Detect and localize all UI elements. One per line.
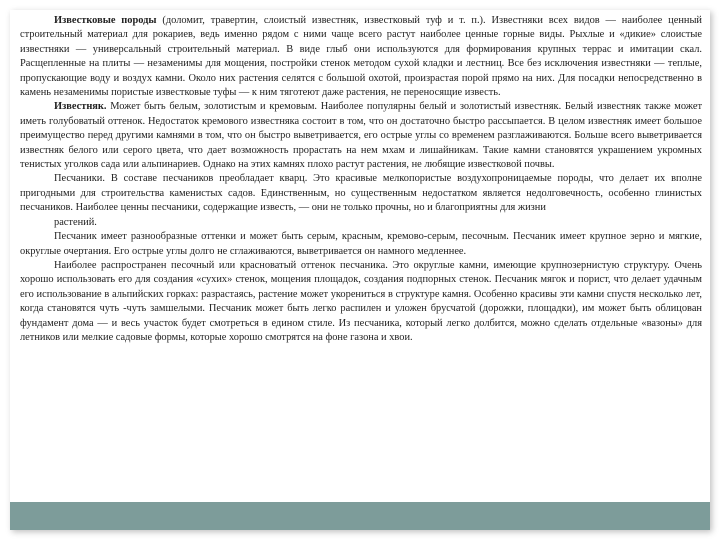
document-page: [10, 10, 710, 530]
paragraph-plants: [20, 216, 702, 230]
paragraph-sandstones: [20, 172, 702, 215]
paragraph-text: Наиболее распространен песочный или красноватый оттенок песчаника. Это округлые камни, имеющие крупнозернистую структуру. Очень хорошо использовать его для создания «сухих» стенок, мощения площадок, создания подпорных стенок. Песчаник мягок и порист, что делает удачным его использование в альпийских горках: разрастаясь, растение может укорениться в структуре камня. Особенно красивы эти камни спустя несколько лет, когда становятся чуть -чуть замшелыми. Песчаник может быть легко распилен и уложен брусчатой (дорожки, площадки), им может быть облицован фундамент дома — и весь участок будет смотреться в едином стиле. Из песчаника, который легко долбится, можно сделать отдельные «вазоны» для летников или мелкие садовые формы, которые хорошо смотрятся на фоне газона и хвои.: [20, 259, 702, 343]
paragraph-text: Может быть белым, золотистым и кремовым. Наиболее популярны белый и золотистый известняк. Белый известняк также может иметь голубоватый оттенок. Недостаток кремового известняка состоит в том, что он достаточно быстро рассыпается. В целом известняк имеет большое преимущество перед другими камнями в том, что он быстро выветривается, его острые углы со временем разглаживаются. Больше всего выветривается известняк белого или серого цвета, что дает возможность прорастать на нем мхам и лишайникам. Такие камни становятся украшением укромных тенистых уголков сада или альпинариев. Однако на этих камнях плохо растут растения, не любящие известковой почвы.: [20, 101, 702, 171]
heading-limestone: Известняк.: [54, 101, 107, 113]
document-text: [20, 14, 702, 345]
paragraph-limestone-rocks: [20, 14, 702, 100]
footer-band: [10, 502, 710, 530]
paragraph-text: Песчаник имеет разнообразные оттенки и может быть серым, красным, кремово-серым, песочным. Песчаник имеет крупное зерно и мягкие, округлые очертания. Его острые углы долго не сглаживаются, выветривается он намного медленнее.: [20, 231, 702, 257]
paragraph-limestone: [20, 100, 702, 172]
paragraph-text: Песчаники. В составе песчаников преобладает кварц. Это красивые мелкопористые воздухопроницаемые породы, что делает их вполне пригодными для строительства каменистых садов. Единственным, но существенным недостатком является недолговечность, особенно глинистых песчаников. Наиболее ценны песчаники, содержащие известь, — они не только прочны, но и благоприятны для жизни: [20, 173, 702, 214]
heading-limestone-rocks: Известковые породы: [54, 15, 157, 26]
paragraph-sandstone-shades: [20, 230, 702, 259]
paragraph-text: растений.: [54, 216, 97, 228]
paragraph-text: (доломит, травертин, слоистый известняк, известковый туф и т. п.). Известняки всех видов — наиболее ценный строительный материал для рокариев, ведь именно рядом с ними чаще всего растут наиболее ценные горные виды. Рыхлые и «дикие» слоистые известняки — универсальный строительный материал. В виде глыб они используются для формирования крупных террас и имитации скал. Расщепленные на плиты — незаменимы для мощения, постройки стенок методом сухой кладки и лестниц. Все без исключения известняки — теплые, пропускающие воду и воздух камни. Около них растения селятся с большой охотой, произрастая порой прямо на них. Для посадки непосредственно в камень незаменимы пористые известковые туфы — к ним тяготеют даже растения, не переносящие известь.: [20, 15, 702, 99]
paragraph-sandstone-usage: [20, 259, 702, 345]
